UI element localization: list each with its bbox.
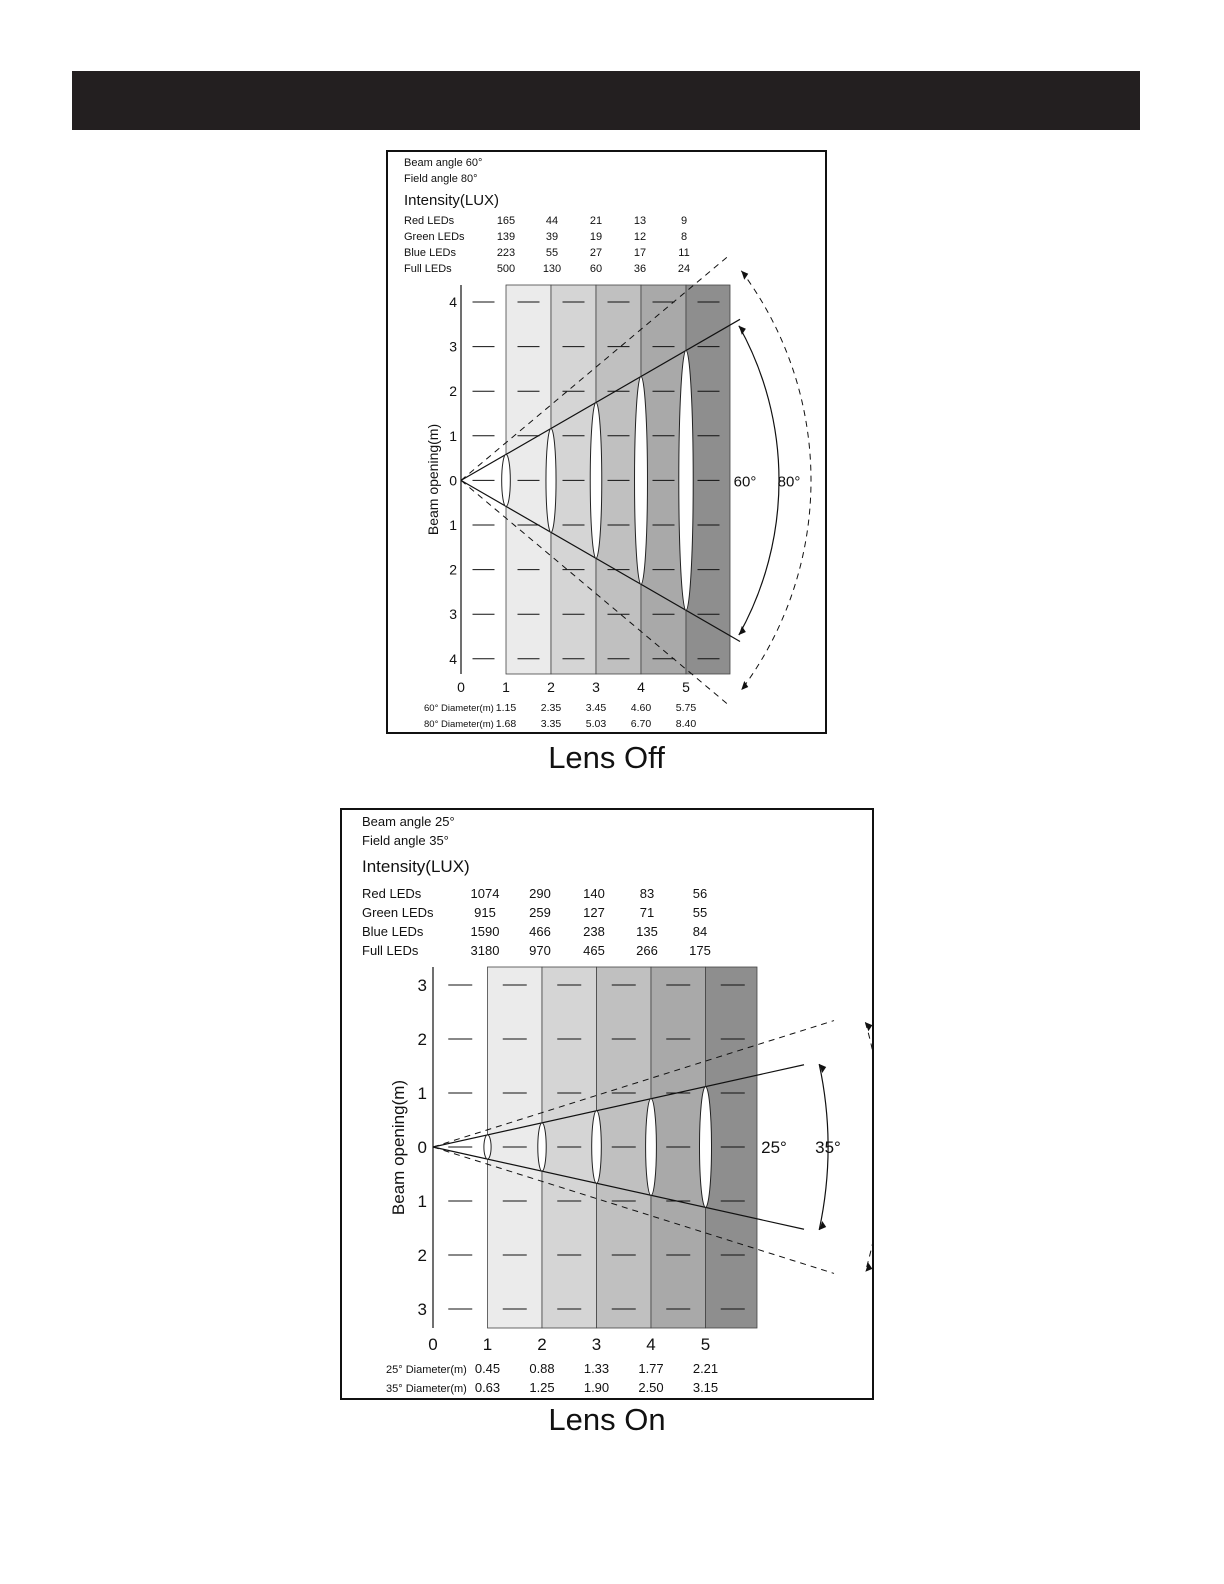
- d1-y-tick-label: 1: [417, 1192, 427, 1212]
- d1-intensity-row-label: Full LEDs: [362, 943, 419, 958]
- d1-field-angle-label: 35°: [815, 1138, 841, 1157]
- d1-beam-angle-label: 25°: [761, 1138, 787, 1157]
- d1-intensity-value: 71: [639, 905, 655, 920]
- d0-diameter-value: 3.45: [585, 702, 607, 714]
- d1-y-tick-label: 2: [417, 1030, 427, 1050]
- d0-intensity-value: 11: [678, 247, 690, 259]
- d0-intensity-value: 223: [496, 247, 516, 259]
- lens-off-caption: Lens Off: [548, 740, 665, 775]
- d0-distance-band: [506, 285, 551, 674]
- d1-intensity-value: 140: [583, 886, 605, 901]
- d0-y-tick-label: 1: [449, 427, 457, 444]
- d0-intensity-value: 8: [680, 231, 688, 243]
- d0-beam-spot-ellipse: [590, 402, 602, 558]
- d0-y-tick-label: 1: [449, 517, 457, 534]
- d0-field-angle-text: Field angle 80°: [404, 173, 478, 185]
- d0-intensity-value: 130: [542, 263, 562, 275]
- d1-intensity-value: 970: [529, 943, 551, 958]
- d0-intensity-value: 500: [496, 263, 516, 275]
- d1-diameter-value: 3.15: [692, 1380, 719, 1395]
- d0-intensity-value: 19: [589, 231, 603, 243]
- d1-diameter-value: 2.50: [638, 1380, 664, 1395]
- d0-intensity-value: 55: [545, 247, 559, 259]
- d0-y-tick-label: 0: [449, 472, 457, 489]
- d1-diameter-label: 25° Diameter(m): [386, 1364, 467, 1376]
- d1-field-angle-arc: [865, 1022, 872, 1272]
- d1-x-tick-label: 1: [482, 1335, 493, 1354]
- d1-beam-spot-ellipse: [700, 1087, 712, 1208]
- d0-diameter-label: 80° Diameter(m): [424, 719, 494, 730]
- d0-beam-angle-text: Beam angle 60°: [404, 157, 483, 169]
- d0-x-tick-label: 0: [457, 679, 465, 695]
- header-bar: [72, 71, 1140, 130]
- lens-on-caption: Lens On: [548, 1402, 666, 1437]
- d1-diameter-value: 1.33: [583, 1361, 610, 1376]
- d1-intensity-value: 55: [692, 905, 708, 920]
- d1-intensity-value: 175: [689, 943, 711, 958]
- d1-intensity-value: 259: [529, 905, 551, 920]
- d0-x-tick-label: 3: [592, 679, 600, 695]
- d0-beam-spot-ellipse: [635, 376, 648, 584]
- d1-intensity-value: 238: [583, 924, 605, 939]
- d1-beam-spot-ellipse: [538, 1123, 546, 1171]
- d1-x-tick-label: 2: [537, 1335, 547, 1354]
- d1-x-tick-label: 0: [428, 1335, 438, 1354]
- d0-diameter-value: 2.35: [540, 702, 562, 714]
- d0-intensity-value: 17: [633, 247, 647, 259]
- d0-intensity-value: 39: [545, 231, 559, 243]
- d0-field-arrow-head: [741, 271, 748, 280]
- d1-intensity-value: 1074: [470, 886, 500, 901]
- d0-intensity-row-label: Red LEDs: [404, 215, 455, 227]
- d1-diameter-value: 1.25: [529, 1380, 555, 1395]
- d0-diameter-value: 3.35: [540, 718, 562, 730]
- d1-field-angle-text: Field angle 35°: [362, 833, 449, 848]
- d1-y-tick-label: 2: [417, 1246, 427, 1266]
- d0-diameter-value: 8.40: [675, 718, 697, 730]
- d0-intensity-value: 21: [589, 215, 603, 227]
- d0-intensity-value: 27: [589, 247, 603, 259]
- d0-diameter-value: 1.68: [495, 718, 517, 730]
- d0-intensity-value: 165: [496, 215, 516, 227]
- d0-intensity-value: 13: [633, 215, 647, 227]
- d1-intensity-row-label: Red LEDs: [362, 886, 422, 901]
- d1-y-tick-label: 0: [417, 1138, 427, 1158]
- d0-beam-spot-ellipse: [502, 454, 511, 506]
- d0-intensity-value: 139: [496, 231, 516, 243]
- d1-x-tick-label: 5: [700, 1335, 711, 1354]
- d1-intensity-value: 84: [692, 924, 708, 939]
- d0-x-tick-label: 2: [547, 679, 555, 695]
- d1-intensity-row-label: Blue LEDs: [362, 924, 424, 939]
- d0-y-tick-label: 3: [449, 338, 457, 355]
- d1-intensity-value: 466: [529, 924, 551, 939]
- d1-intensity-title: Intensity(LUX): [362, 857, 470, 876]
- d0-beam-spot-ellipse: [546, 428, 556, 532]
- d0-intensity-value: 9: [680, 215, 688, 227]
- d1-beam-spot-ellipse: [646, 1099, 657, 1196]
- d1-beam-angle-text: Beam angle 25°: [362, 814, 455, 829]
- d0-y-axis-label: Beam opening(m): [425, 423, 441, 536]
- d0-intensity-row-label: Green LEDs: [404, 231, 465, 243]
- d0-beam-arrow-head: [739, 626, 746, 635]
- d0-intensity-row-label: Full LEDs: [404, 263, 452, 275]
- d0-distance-band: [551, 285, 596, 674]
- d0-x-tick-label: 5: [682, 679, 690, 695]
- d1-intensity-value: 3180: [470, 943, 500, 958]
- d0-beam-angle-label: 60°: [733, 473, 757, 491]
- d0-beam-spot-ellipse: [679, 350, 693, 610]
- d1-y-tick-label: 1: [417, 1084, 427, 1104]
- d0-y-tick-label: 2: [449, 383, 457, 400]
- d0-intensity-value: 12: [633, 231, 647, 243]
- d1-diameter-value: 0.45: [474, 1361, 501, 1376]
- d0-intensity-row-label: Blue LEDs: [404, 247, 456, 259]
- d0-y-tick-label: 3: [449, 606, 457, 623]
- d1-field-arrow-head: [865, 1263, 872, 1272]
- d0-intensity-value: 60: [589, 263, 603, 275]
- d1-y-tick-label: 3: [417, 1300, 427, 1320]
- d1-diameter-label: 35° Diameter(m): [386, 1383, 467, 1395]
- d1-intensity-value: 915: [474, 905, 496, 920]
- d0-diameter-value: 5.03: [585, 718, 607, 730]
- d0-field-angle-label: 80°: [777, 473, 801, 491]
- d1-beam-spot-ellipse: [592, 1111, 602, 1183]
- d1-x-tick-label: 4: [646, 1335, 656, 1354]
- d1-intensity-value: 56: [692, 886, 708, 901]
- d0-intensity-value: 44: [545, 215, 559, 227]
- d0-diameter-value: 5.75: [675, 702, 697, 714]
- lens-on-diagram: [340, 808, 874, 1400]
- d0-beam-arrow-head: [739, 326, 746, 335]
- d0-y-tick-label: 2: [449, 561, 457, 578]
- d0-intensity-value: 36: [633, 263, 647, 275]
- d1-intensity-value: 266: [636, 943, 658, 958]
- d0-intensity-title: Intensity(LUX): [404, 192, 500, 209]
- d1-diameter-value: 0.63: [474, 1380, 501, 1395]
- d1-intensity-value: 83: [639, 886, 655, 901]
- d1-beam-spot-ellipse: [484, 1135, 491, 1159]
- d1-x-tick-label: 3: [591, 1335, 602, 1354]
- d0-x-tick-label: 1: [502, 679, 510, 695]
- d0-diameter-value: 6.70: [630, 718, 652, 730]
- lens-off-diagram: [386, 150, 827, 734]
- d0-y-tick-label: 4: [449, 650, 457, 667]
- d1-intensity-value: 127: [583, 905, 605, 920]
- d1-intensity-row-label: Green LEDs: [362, 905, 434, 920]
- d0-diameter-value: 1.15: [495, 702, 517, 714]
- lens-off-beam-chart: [388, 152, 825, 732]
- d0-intensity-value: 24: [677, 263, 691, 275]
- d1-intensity-value: 290: [529, 886, 551, 901]
- d0-diameter-value: 4.60: [630, 702, 652, 714]
- lens-on-beam-chart: [342, 810, 872, 1398]
- d0-x-tick-label: 4: [637, 679, 645, 695]
- d1-y-axis-label: Beam opening(m): [389, 1079, 408, 1216]
- d1-y-tick-label: 3: [417, 976, 427, 996]
- d0-y-tick-label: 4: [449, 294, 457, 311]
- d1-diameter-value: 2.21: [692, 1361, 719, 1376]
- d1-intensity-value: 1590: [470, 924, 500, 939]
- d0-field-arrow-head: [741, 681, 748, 690]
- d0-diameter-label: 60° Diameter(m): [424, 703, 494, 714]
- d1-intensity-value: 465: [583, 943, 605, 958]
- d1-intensity-value: 135: [636, 924, 658, 939]
- d1-diameter-value: 1.77: [638, 1361, 664, 1376]
- d1-diameter-value: 1.90: [583, 1380, 610, 1395]
- d1-diameter-value: 0.88: [529, 1361, 555, 1376]
